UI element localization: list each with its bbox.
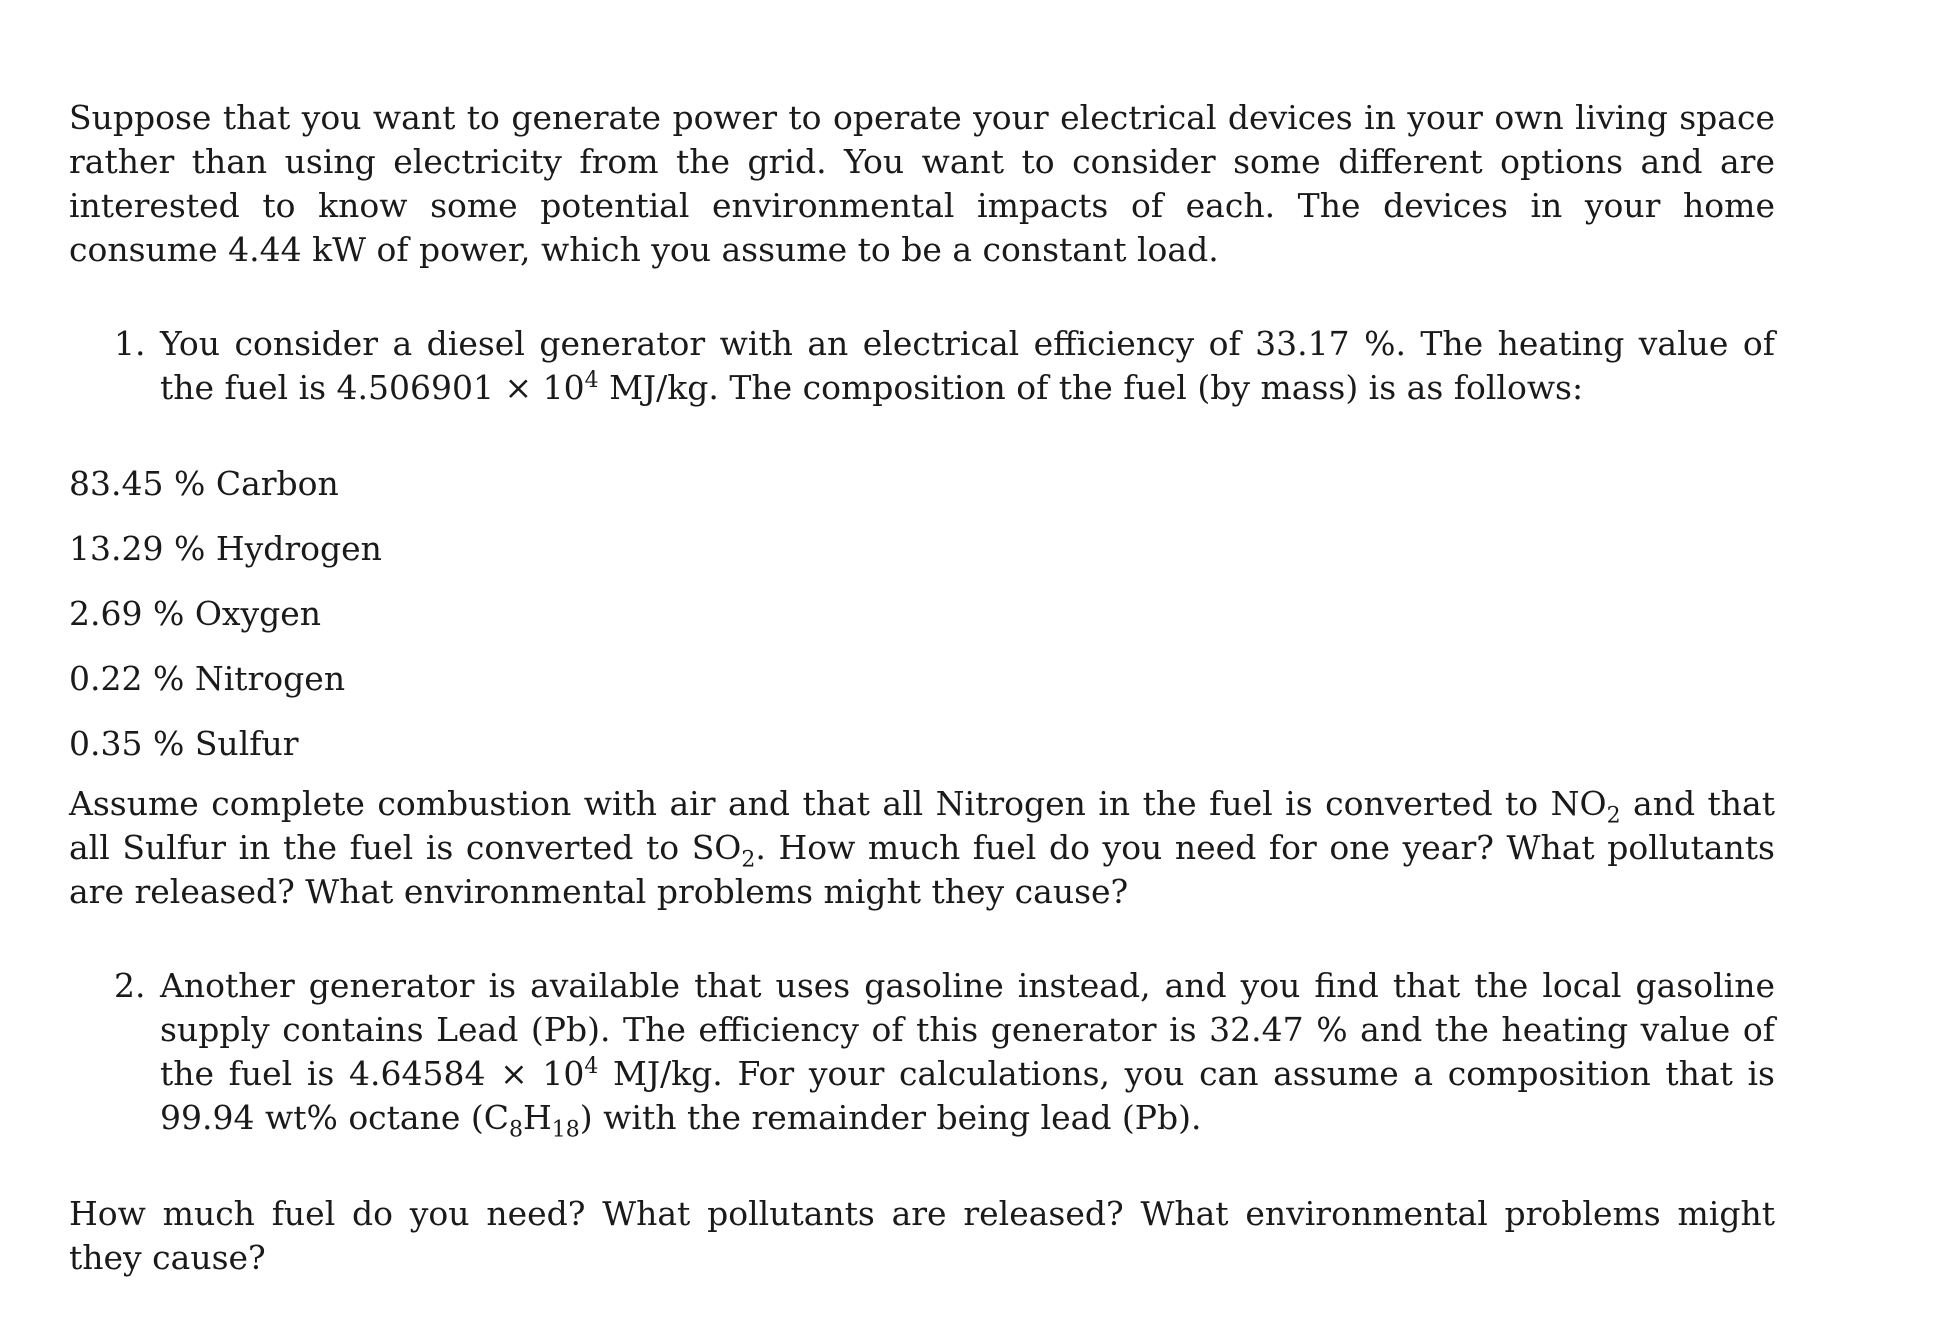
so2-subscript: 2	[741, 847, 756, 873]
composition-item-sulfur	[69, 722, 1775, 787]
question-2-exponent: 4	[584, 1054, 599, 1079]
question-1-number: 1.	[114, 324, 146, 363]
composition-percent: 0.22 %	[69, 659, 185, 698]
assumption-paragraph	[69, 782, 1775, 914]
assumption-text-b: and that all Sulfur in the fuel is converted to SO	[69, 784, 1775, 867]
assumption-text-c: . How much fuel do you need for one year? What pollutants are released? What environmental problems might they cause?	[69, 828, 1775, 911]
composition-element: Sulfur	[194, 724, 299, 763]
question-2-text-part-b: MJ/kg. For your calculations, you can assume a composition that is 99.94 wt% octane (C	[160, 1054, 1775, 1137]
question-1	[69, 322, 1775, 410]
composition-percent: 2.69 %	[69, 594, 185, 633]
composition-list	[69, 462, 1775, 787]
composition-percent: 13.29 %	[69, 529, 206, 568]
composition-element: Carbon	[215, 464, 339, 503]
question-2-number: 2.	[114, 966, 146, 1005]
question-2-text	[160, 964, 1775, 1143]
composition-element: Nitrogen	[194, 659, 346, 698]
composition-element: Hydrogen	[215, 529, 382, 568]
composition-item-carbon	[69, 462, 1775, 527]
composition-item-nitrogen	[69, 657, 1775, 722]
question-2-text-part-d: ) with the remainder being lead (Pb).	[579, 1098, 1202, 1137]
question-2-text-part-a: Another generator is available that uses gasoline instead, and you find that the local gasoline supply contains Lead (Pb). The efficiency of this generator is 32.47 % and the heating value of the fuel is 4.64584 × 10	[160, 966, 1775, 1093]
hydrogen-subscript: 18	[551, 1117, 580, 1143]
question-1-text	[160, 322, 1775, 410]
composition-percent: 0.35 %	[69, 724, 185, 763]
composition-item-oxygen	[69, 592, 1775, 657]
composition-element: Oxygen	[194, 594, 322, 633]
question-2	[69, 964, 1775, 1143]
question-2-text-part-c: H	[523, 1098, 552, 1137]
assumption-text-a: Assume complete combustion with air and that all Nitrogen in the fuel is converted to NO	[69, 784, 1607, 823]
carbon-subscript: 8	[509, 1117, 523, 1143]
intro-paragraph: Suppose that you want to generate power to operate your electrical devices in your own living space rather than using electricity from the grid. You want to consider some different options and are interested to know some potential environmental impacts of each. The devices in your home consume 4.44 kW of power, which you assume to be a constant load.	[69, 98, 1775, 269]
no2-subscript: 2	[1606, 803, 1621, 829]
question-1-text-part-a: You consider a diesel generator with an electrical efficiency of 33.17 %. The heating value of the fuel is 4.506901 × 10	[160, 324, 1775, 407]
composition-item-hydrogen	[69, 527, 1775, 592]
document-page	[69, 96, 1775, 1280]
composition-percent: 83.45 %	[69, 464, 206, 503]
question-1-text-part-b: MJ/kg. The composition of the fuel (by mass) is as follows:	[598, 368, 1584, 407]
closing-paragraph: How much fuel do you need? What pollutants are released? What environmental problems might they cause?	[69, 1194, 1775, 1277]
question-1-exponent: 4	[584, 368, 599, 393]
